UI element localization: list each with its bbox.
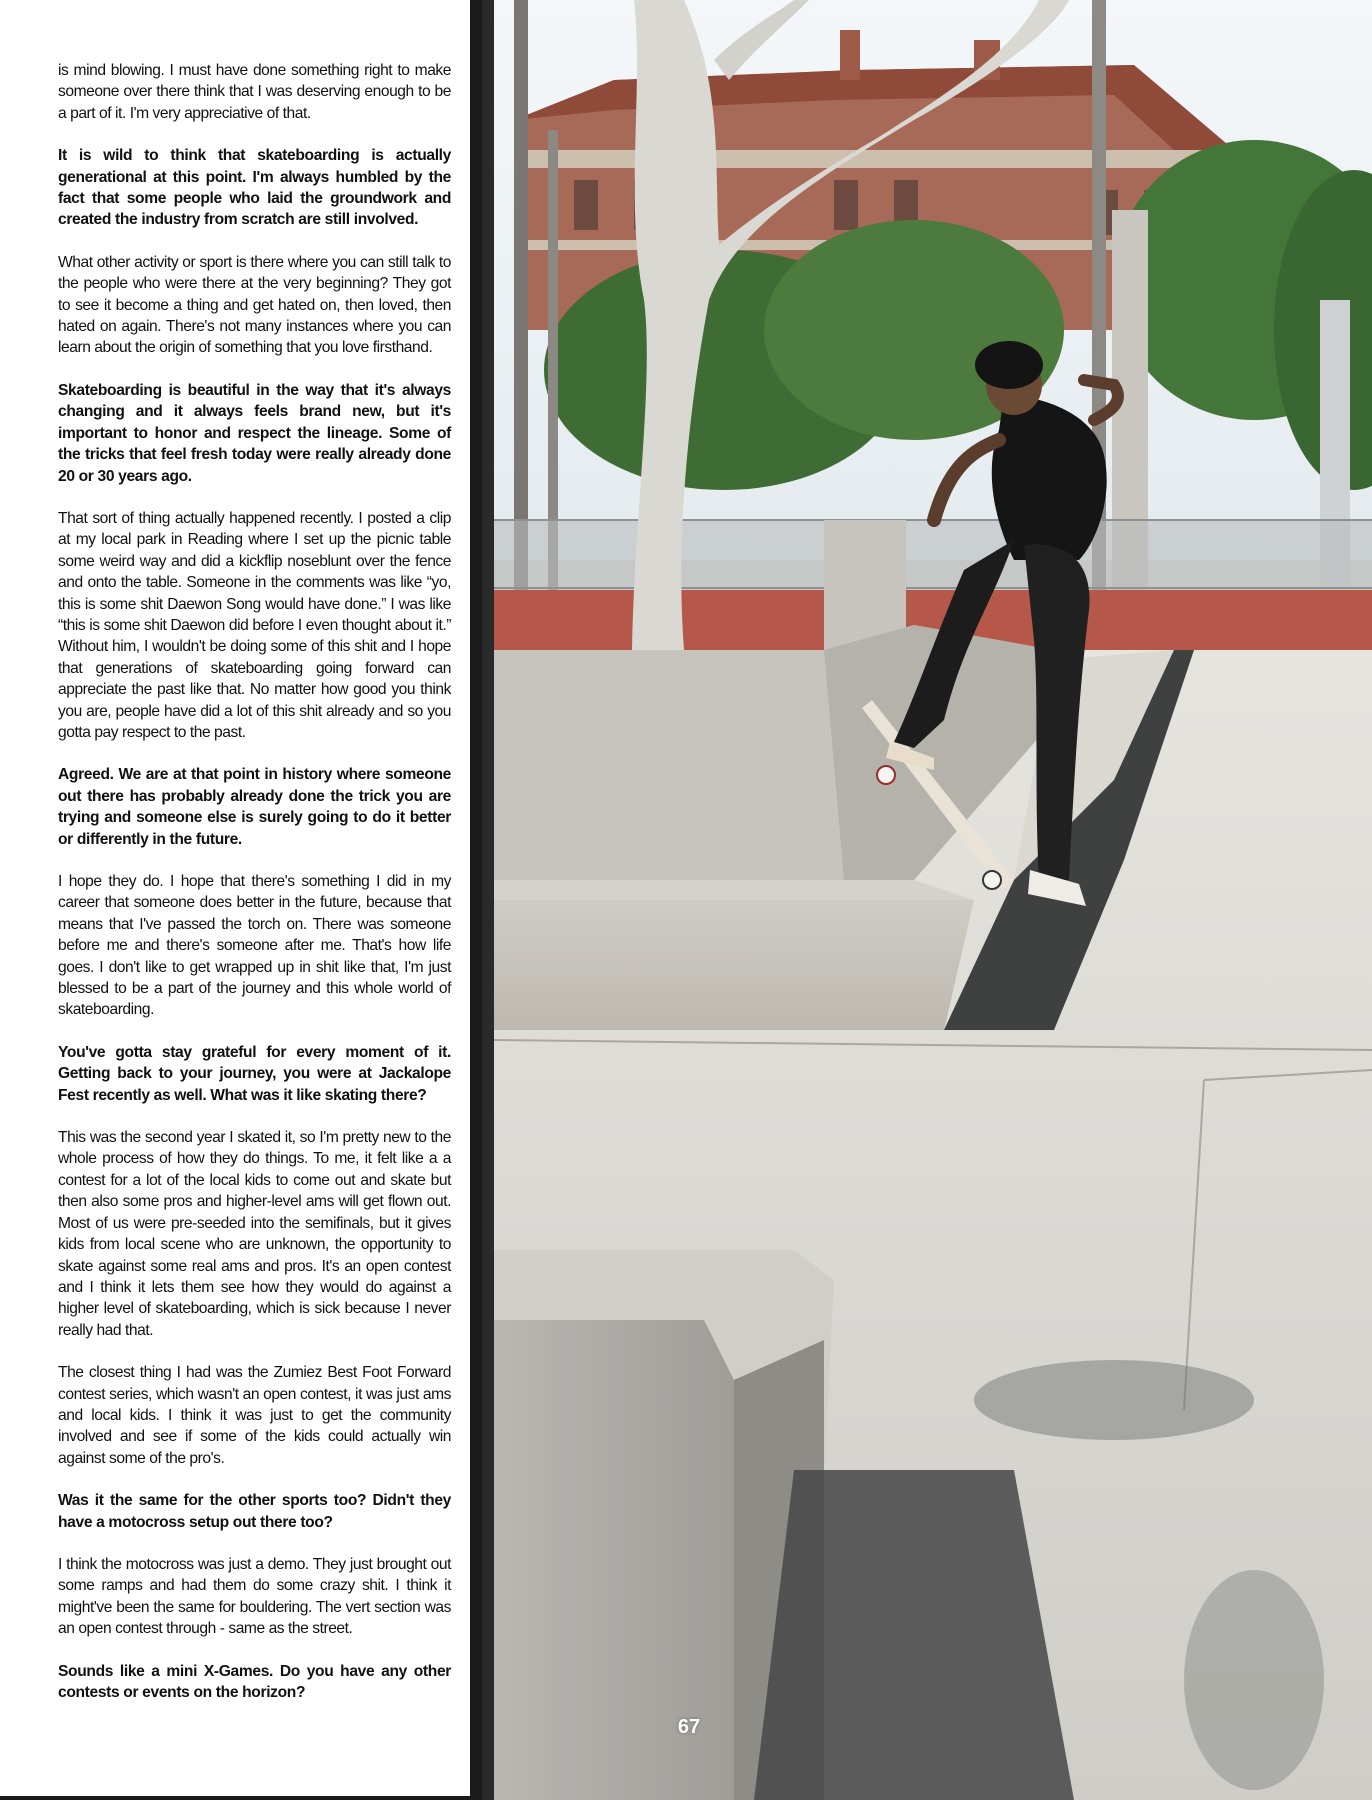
interview-question: Agreed. We are at that point in history where someone out there has probably already done the trick you are trying and someone else is surely going to do it better or differently in the future. — [58, 766, 451, 848]
interview-question: Was it the same for the other sports too? Didn't they have a motocross setup out there too? — [58, 1492, 451, 1531]
interview-question: It is wild to think that skateboarding is actually generational at this point. I'm always humbled by the fact that some people who laid the groundwork and created the industry from scratch are still involved. — [58, 147, 451, 229]
interview-question: You've gotta stay grateful for every moment of it. Getting back to your journey, you were at Jackalope Fest recently as well. What was it like skating there? — [58, 1043, 451, 1104]
interview-answer: What other activity or sport is there where you can still talk to the people who were there at the very beginning? They got to see it become a thing and get hated on, then loved, then hated on again. There's not many instances where you can learn about the origin of something that you love firsthand. — [58, 253, 451, 357]
page-number: 67 — [677, 1716, 701, 1738]
interview-answer: This was the second year I skated it, so I'm pretty new to the whole process of how they do things. To me, it felt like a a contest for a lot of the local kids to come out and skate but then also some pros and higher-level ams will get flown out. Most of us were pre-seeded into the semifinals, but it gives kids from local scene who are unknown, the opportunity to skate against some real ams and pros. It's an open contest and I think it lets them see how they would do against a higher level of skateboarding, which is sick because I never really had that. — [58, 1129, 451, 1339]
interview-answer: I think the motocross was just a demo. They just brought out some ramps and had them do some crazy shit. I think it might've been the same for bouldering. The vert section was an open contest through - same as the street. — [58, 1555, 451, 1638]
interview-answer: The closest thing I had was the Zumiez Best Foot Forward contest series, which wasn't an open contest, it was just ams and local kids. I think it was just to get the community involved and see if some of the kids could actually win against some of the pro's. — [58, 1364, 451, 1467]
interview-question: Sounds like a mini X-Games. Do you have any other contests or events on the horizon? — [58, 1662, 451, 1701]
interview-answer: is mind blowing. I must have done something right to make someone over there think that I was deserving enough to be a part of it. I'm very appreciative of that. — [58, 62, 451, 122]
article-body — [58, 60, 451, 1724]
skateboarder-noseslide-illustration — [494, 0, 1372, 1800]
interview-answer: I hope they do. I hope that there's something I did in my career that someone does better in the future, because that means that I've passed the torch on. There was someone before me and there's someone after me. That's how life goes. I don't like to get wrapped up in shit like that, I'm just blessed to be a part of the journey and this whole world of skateboarding. — [58, 873, 451, 1019]
interview-answer: That sort of thing actually happened recently. I posted a clip at my local park in Reading where I set up the picnic table some weird way and did a kickflip noseblunt over the fence and onto the table. Someone in the comments was like “yo, this is some shit Daewon Song would have done.” I was like “this is some shit Daewon did before I even thought about it.” Without him, I wouldn't be doing some of this shit and I hope that generations of skateboarding going forward can appreciate the past like that. No matter how good you think you are, people have did a lot of this shit already and so you gotta pay respect to the past. — [58, 509, 451, 741]
interview-question: Skateboarding is beautiful in the way that it's always changing and it always feels brand new, but it's important to honor and respect the lineage. Some of the tricks that feel fresh today were really already done 20 or 30 years ago. — [58, 381, 451, 485]
text-column — [0, 0, 482, 1800]
page-border — [0, 1796, 482, 1800]
skateboard-photo — [494, 0, 1372, 1800]
